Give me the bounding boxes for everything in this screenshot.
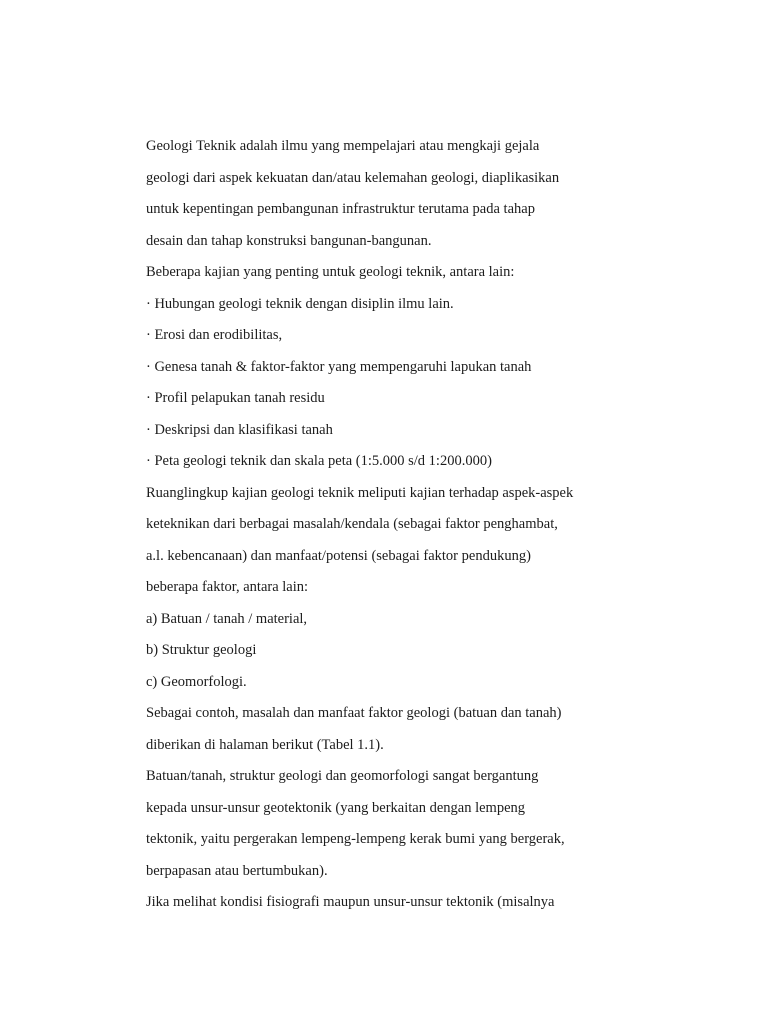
text-line: desain dan tahap konstruksi bangunan-bangunan.	[146, 232, 432, 249]
list-item: b) Struktur geologi	[146, 642, 257, 658]
text-line: kepada unsur-unsur geotektonik (yang berkaitan dengan lempeng	[146, 799, 526, 816]
text-line: a.l. kebencanaan) dan manfaat/potensi (sebagai faktor pendukung)	[146, 547, 531, 564]
text-line: Sebagai contoh, masalah dan manfaat faktor geologi (batuan dan tanah)	[146, 705, 562, 721]
text-line: geologi dari aspek kekuatan dan/atau kelemahan geologi, diaplikasikan	[146, 169, 560, 186]
bullet-item: · Deskripsi dan klasifikasi tanah	[146, 421, 333, 438]
text-line: tektonik, yaitu pergerakan lempeng-lempeng kerak bumi yang bergerak,	[146, 831, 565, 847]
section-intro-line: Beberapa kajian yang penting untuk geologi teknik, antara lain:	[146, 264, 515, 280]
text-line: Geologi Teknik adalah ilmu yang mempelajari atau mengkaji gejala	[146, 138, 540, 154]
bullet-item: · Peta geologi teknik dan skala peta (1:5.000 s/d 1:200.000)	[146, 453, 492, 469]
bullet-item: · Erosi dan erodibilitas,	[146, 327, 283, 343]
text-line: Jika melihat kondisi fisiografi maupun unsur-unsur tektonik (misalnya	[146, 894, 555, 910]
text-line: Batuan/tanah, struktur geologi dan geomorfologi sangat bergantung	[146, 768, 539, 784]
document-body	[146, 134, 616, 922]
text-line: diberikan di halaman berikut (Tabel 1.1).	[146, 736, 384, 753]
list-item: c) Geomorfologi.	[146, 673, 247, 690]
bullet-item: · Hubungan geologi teknik dengan disiplin ilmu lain.	[146, 295, 454, 312]
bullet-item: · Genesa tanah & faktor-faktor yang mempengaruhi lapukan tanah	[146, 358, 532, 375]
list-item: a) Batuan / tanah / material,	[146, 610, 308, 627]
bullet-item: · Profil pelapukan tanah residu	[146, 390, 325, 406]
text-line: berpapasan atau bertumbukan).	[146, 862, 328, 879]
text-line: keteknikan dari berbagai masalah/kendala (sebagai faktor penghambat,	[146, 516, 558, 532]
text-line: untuk kepentingan pembangunan infrastruktur terutama pada tahap	[146, 201, 535, 217]
text-line: Ruanglingkup kajian geologi teknik meliputi kajian terhadap aspek-aspek	[146, 484, 574, 501]
text-line: beberapa faktor, antara lain:	[146, 579, 309, 595]
